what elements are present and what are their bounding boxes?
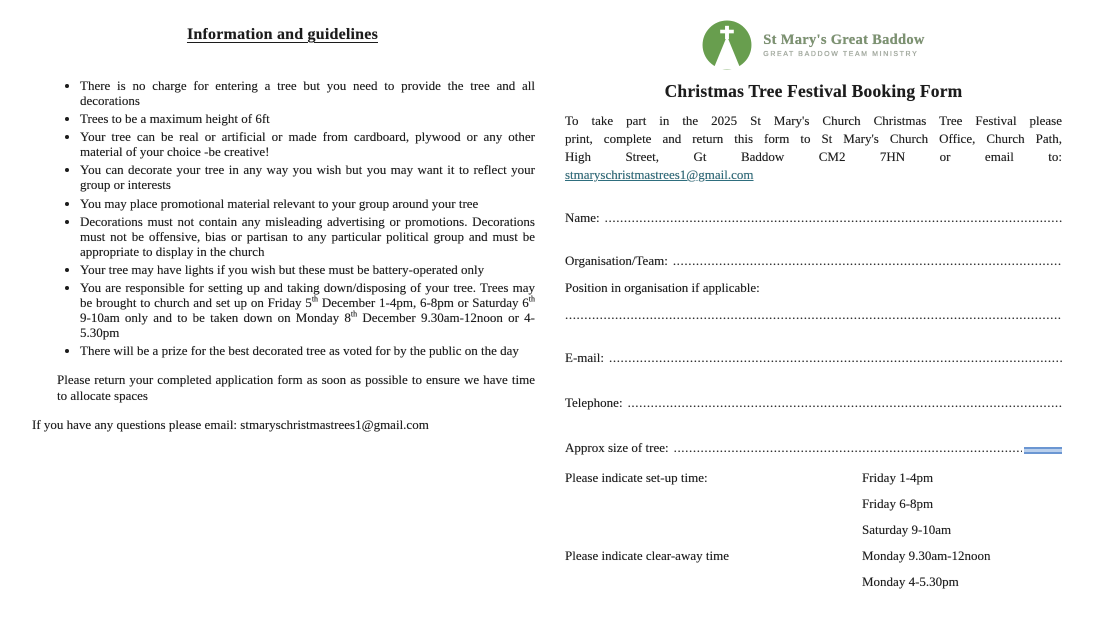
intro-line: print, complete and return this form to St Mary's Church Office, Church Path, [565,131,1062,146]
field-label: Approx size of tree: [565,440,669,455]
intro-link-line [565,166,1062,184]
guideline-item: • Your tree can be real or artificial or made from cardboard, plywood or any other material of your choice -be creative! [80,129,535,159]
logo-org-name: St Mary's Great Baddow [763,32,925,48]
return-note: Please return your completed application form as soon as possible to ensure we have time to allocate spaces [57,372,535,403]
dotted-fill-in-line [609,349,1062,366]
form-field-row [565,439,1062,456]
form-field-row [565,394,1062,411]
guideline-item: • You may place promotional material relevant to your group around your tree [80,196,535,211]
intro-line: High Street, Gt Baddow CM2 7HN or email to: [565,149,1062,164]
guideline-item: • Decorations must not contain any misleading advertising or promotions. Decorations must not be offensive, bias or partisan to any particular political group and must be appropriate to display in the church [80,214,535,259]
logo-tagline: GREAT BADDOW TEAM MINISTRY [763,51,919,58]
intro-line: To take part in the 2025 St Mary's Church Christmas Tree Festival please [565,113,1062,128]
schedule-row [565,465,1062,491]
guidelines-list [30,78,535,358]
guideline-item: • Your tree may have lights if you wish but these must be battery-operated only [80,262,535,277]
form-field-row [565,279,1062,296]
guideline-item: • Trees to be a maximum height of 6ft [80,111,535,126]
schedule [565,465,1062,595]
guidelines-title: Information and guidelines [186,26,378,43]
schedule-option: Monday 9.30am-12noon [862,548,991,563]
form-field-row [565,252,1062,269]
form-field-row [565,306,1062,323]
field-label: E-mail: [565,350,604,365]
form-title: Christmas Tree Festival Booking Form [664,81,963,101]
schedule-option: Friday 1-4pm [862,470,934,485]
email-link[interactable]: stmaryschristmastrees1@gmail.com [565,167,754,182]
dotted-fill-in-line [565,306,1062,323]
schedule-option: Saturday 9-10am [862,522,952,537]
guidelines-section [30,26,535,432]
clear-away-time-label: Please indicate clear-away time [565,548,729,563]
schedule-row [565,491,1062,517]
logo [565,20,1062,70]
dotted-fill-in-line [673,252,1062,269]
form-fields [565,209,1062,456]
schedule-option: Monday 4-5.30pm [862,574,959,589]
field-label: Position in organisation if applicable: [565,280,760,295]
schedule-option: Friday 6-8pm [862,496,934,511]
guideline-item: • You are responsible for setting up and taking down/disposing of your tree. Trees may be brought to church and set up on Friday 5th December 1-4pm, 6-8pm or Saturday 6th 9-10am only and to be taken down on Monday 8th December 9.30am-12noon or 4-5.30pm [80,280,535,340]
field-label: Telephone: [565,395,623,410]
form-field-row [565,209,1062,226]
church-icon-svg [702,20,752,70]
guideline-item: • You can decorate your tree in any way you wish but you may want it to reflect your group or interests [80,162,535,192]
form-field-row [565,349,1062,366]
field-label: Organisation/Team: [565,253,668,268]
form-intro [565,112,1062,166]
schedule-row [565,517,1062,543]
booking-form-section [565,20,1062,595]
questions-line: If you have any questions please email: stmaryschristmastrees1@gmail.com [32,416,429,432]
field-label: Name: [565,210,600,225]
schedule-row [565,569,1062,595]
guideline-item: • There will be a prize for the best decorated tree as voted for by the public on the day [80,343,535,358]
schedule-row [565,543,1062,569]
guideline-item: • There is no charge for entering a tree but you need to provide the tree and all decorations [80,78,535,108]
church-cross-icon [702,20,752,70]
dotted-fill-in-line [628,394,1062,411]
dotted-fill-in-line [605,209,1062,226]
blue-double-underline-mark [1024,447,1062,454]
logo-text [763,32,924,58]
dotted-fill-in-line [674,439,1022,456]
setup-time-label: Please indicate set-up time: [565,470,708,485]
